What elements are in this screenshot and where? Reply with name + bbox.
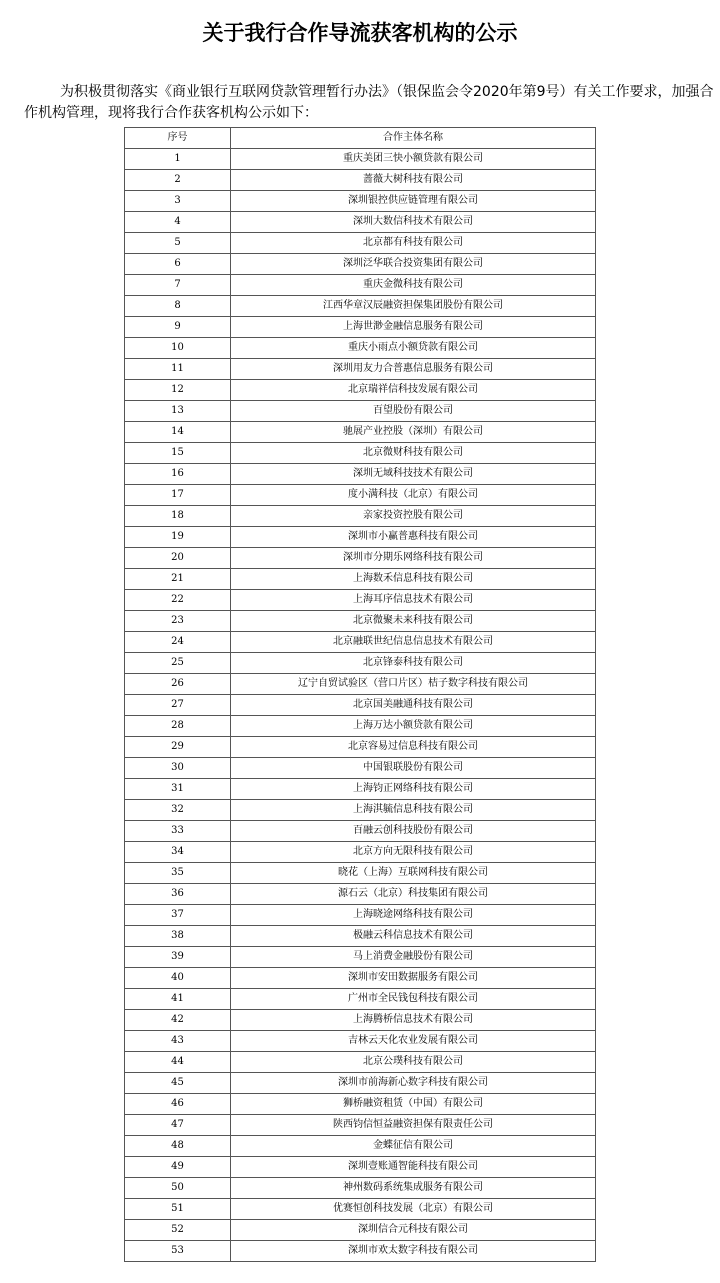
intro-paragraph: 为积极贯彻落实《商业银行互联网贷款管理暂行办法》（银保监会令2020年第9号）有关工作要求，加强合作机构管理，现将我行合作获客机构公示如下：	[24, 84, 714, 121]
row-index: 40	[125, 968, 231, 989]
table-row	[125, 1178, 596, 1199]
table-row	[125, 1073, 596, 1094]
table-row	[125, 359, 596, 380]
table-row	[125, 548, 596, 569]
table-row	[125, 296, 596, 317]
row-company-name: 上海耳序信息技术有限公司	[231, 590, 596, 611]
table-row	[125, 1115, 596, 1136]
row-index: 10	[125, 338, 231, 359]
table-row	[125, 464, 596, 485]
table-row	[125, 1157, 596, 1178]
table-row	[125, 380, 596, 401]
row-company-name: 百望股份有限公司	[231, 401, 596, 422]
row-company-name: 上海淇毓信息科技有限公司	[231, 800, 596, 821]
table-row	[125, 968, 596, 989]
row-company-name: 深圳银控供应链管理有限公司	[231, 191, 596, 212]
row-index: 8	[125, 296, 231, 317]
table-row	[125, 233, 596, 254]
table-row	[125, 737, 596, 758]
row-company-name: 吉林云天化农业发展有限公司	[231, 1031, 596, 1052]
row-company-name: 北京都有科技有限公司	[231, 233, 596, 254]
table-row	[125, 275, 596, 296]
row-index: 1	[125, 149, 231, 170]
table-row	[125, 149, 596, 170]
row-index: 28	[125, 716, 231, 737]
table-row	[125, 1241, 596, 1262]
row-index: 11	[125, 359, 231, 380]
table-header-row	[125, 128, 596, 149]
table-row	[125, 254, 596, 275]
row-company-name: 上海钧正网络科技有限公司	[231, 779, 596, 800]
row-company-name: 上海世渺金融信息服务有限公司	[231, 317, 596, 338]
row-company-name: 狮桥融资租赁（中国）有限公司	[231, 1094, 596, 1115]
table-row	[125, 569, 596, 590]
row-index: 18	[125, 506, 231, 527]
table-row	[125, 1199, 596, 1220]
row-company-name: 源石云（北京）科技集团有限公司	[231, 884, 596, 905]
row-index: 29	[125, 737, 231, 758]
row-index: 24	[125, 632, 231, 653]
row-company-name: 上海晓途网络科技有限公司	[231, 905, 596, 926]
table-row	[125, 842, 596, 863]
row-index: 2	[125, 170, 231, 191]
row-company-name: 深圳市小赢普惠科技有限公司	[231, 527, 596, 548]
row-index: 31	[125, 779, 231, 800]
row-company-name: 深圳市前海新心数字科技有限公司	[231, 1073, 596, 1094]
row-company-name: 上海腾桥信息技术有限公司	[231, 1010, 596, 1031]
row-index: 27	[125, 695, 231, 716]
table-row	[125, 170, 596, 191]
table-row	[125, 1031, 596, 1052]
row-index: 6	[125, 254, 231, 275]
row-index: 15	[125, 443, 231, 464]
row-company-name: 北京公璞科技有限公司	[231, 1052, 596, 1073]
row-company-name: 辽宁自贸试验区（营口片区）桔子数字科技有限公司	[231, 674, 596, 695]
page-title: 关于我行合作导流获客机构的公示	[202, 21, 518, 45]
row-company-name: 中国银联股份有限公司	[231, 758, 596, 779]
table-row	[125, 611, 596, 632]
row-company-name: 金蝶征信有限公司	[231, 1136, 596, 1157]
row-index: 51	[125, 1199, 231, 1220]
row-index: 19	[125, 527, 231, 548]
row-company-name: 江西华章汉辰融资担保集团股份有限公司	[231, 296, 596, 317]
row-index: 41	[125, 989, 231, 1010]
row-company-name: 深圳市分期乐网络科技有限公司	[231, 548, 596, 569]
row-index: 13	[125, 401, 231, 422]
table-row	[125, 443, 596, 464]
table-row	[125, 800, 596, 821]
table-row	[125, 1094, 596, 1115]
row-company-name: 上海万达小额贷款有限公司	[231, 716, 596, 737]
row-company-name: 深圳壹账通智能科技有限公司	[231, 1157, 596, 1178]
row-company-name: 马上消费金融股份有限公司	[231, 947, 596, 968]
row-company-name: 蔷薇大树科技有限公司	[231, 170, 596, 191]
row-company-name: 重庆金微科技有限公司	[231, 275, 596, 296]
row-index: 33	[125, 821, 231, 842]
row-company-name: 驰展产业控股（深圳）有限公司	[231, 422, 596, 443]
row-company-name: 重庆美团三快小额贷款有限公司	[231, 149, 596, 170]
row-index: 45	[125, 1073, 231, 1094]
table-row	[125, 317, 596, 338]
row-company-name: 陕西钧信恒益融资担保有限责任公司	[231, 1115, 596, 1136]
row-index: 36	[125, 884, 231, 905]
row-company-name: 北京国美融通科技有限公司	[231, 695, 596, 716]
table-row	[125, 758, 596, 779]
table-row	[125, 1052, 596, 1073]
row-index: 38	[125, 926, 231, 947]
row-company-name: 深圳信合元科技有限公司	[231, 1220, 596, 1241]
row-index: 30	[125, 758, 231, 779]
row-index: 26	[125, 674, 231, 695]
table-row	[125, 212, 596, 233]
row-index: 47	[125, 1115, 231, 1136]
partner-table	[124, 127, 596, 1262]
row-company-name: 晓花（上海）互联网科技有限公司	[231, 863, 596, 884]
row-index: 44	[125, 1052, 231, 1073]
table-row	[125, 674, 596, 695]
row-index: 3	[125, 191, 231, 212]
row-company-name: 深圳市欢太数字科技有限公司	[231, 1241, 596, 1262]
row-company-name: 北京微财科技有限公司	[231, 443, 596, 464]
table-row	[125, 716, 596, 737]
table-row	[125, 1136, 596, 1157]
row-company-name: 神州数码系统集成服务有限公司	[231, 1178, 596, 1199]
row-company-name: 深圳无域科技技术有限公司	[231, 464, 596, 485]
row-company-name: 广州市全民钱包科技有限公司	[231, 989, 596, 1010]
row-index: 34	[125, 842, 231, 863]
row-company-name: 深圳市安田数据服务有限公司	[231, 968, 596, 989]
table-row	[125, 905, 596, 926]
row-index: 52	[125, 1220, 231, 1241]
row-index: 9	[125, 317, 231, 338]
table-row	[125, 506, 596, 527]
row-index: 39	[125, 947, 231, 968]
row-index: 32	[125, 800, 231, 821]
row-index: 7	[125, 275, 231, 296]
row-index: 25	[125, 653, 231, 674]
row-index: 16	[125, 464, 231, 485]
row-index: 21	[125, 569, 231, 590]
row-index: 35	[125, 863, 231, 884]
row-company-name: 上海数禾信息科技有限公司	[231, 569, 596, 590]
table-row	[125, 884, 596, 905]
row-company-name: 北京融联世纪信息信息技术有限公司	[231, 632, 596, 653]
table-row	[125, 926, 596, 947]
row-company-name: 北京容易过信息科技有限公司	[231, 737, 596, 758]
row-company-name: 百融云创科技股份有限公司	[231, 821, 596, 842]
row-company-name: 北京锋泰科技有限公司	[231, 653, 596, 674]
row-index: 48	[125, 1136, 231, 1157]
table-row	[125, 821, 596, 842]
table-row	[125, 590, 596, 611]
row-company-name: 深圳大数信科技术有限公司	[231, 212, 596, 233]
row-index: 20	[125, 548, 231, 569]
table-row	[125, 191, 596, 212]
table-row	[125, 1010, 596, 1031]
row-index: 46	[125, 1094, 231, 1115]
table-row	[125, 632, 596, 653]
table-row	[125, 695, 596, 716]
row-company-name: 北京微聚未来科技有限公司	[231, 611, 596, 632]
row-company-name: 亲家投资控股有限公司	[231, 506, 596, 527]
row-index: 14	[125, 422, 231, 443]
row-company-name: 北京方向无限科技有限公司	[231, 842, 596, 863]
row-index: 53	[125, 1241, 231, 1262]
row-company-name: 北京瑞祥信科技发展有限公司	[231, 380, 596, 401]
row-company-name: 重庆小雨点小额贷款有限公司	[231, 338, 596, 359]
row-index: 12	[125, 380, 231, 401]
row-company-name: 优赛恒创科技发展（北京）有限公司	[231, 1199, 596, 1220]
row-index: 17	[125, 485, 231, 506]
table-row	[125, 1220, 596, 1241]
table-row	[125, 422, 596, 443]
row-index: 5	[125, 233, 231, 254]
row-company-name: 度小满科技（北京）有限公司	[231, 485, 596, 506]
table-row	[125, 863, 596, 884]
table-row	[125, 485, 596, 506]
table-row	[125, 527, 596, 548]
row-company-name: 深圳泛华联合投资集团有限公司	[231, 254, 596, 275]
row-index: 42	[125, 1010, 231, 1031]
table-row	[125, 779, 596, 800]
table-row	[125, 338, 596, 359]
row-index: 50	[125, 1178, 231, 1199]
row-index: 23	[125, 611, 231, 632]
table-row	[125, 947, 596, 968]
header-name: 合作主体名称	[231, 128, 596, 149]
table-row	[125, 653, 596, 674]
header-index: 序号	[125, 128, 231, 149]
row-index: 43	[125, 1031, 231, 1052]
row-company-name: 深圳用友力合普惠信息服务有限公司	[231, 359, 596, 380]
table-row	[125, 401, 596, 422]
row-company-name: 极融云科信息技术有限公司	[231, 926, 596, 947]
table-row	[125, 989, 596, 1010]
row-index: 22	[125, 590, 231, 611]
row-index: 4	[125, 212, 231, 233]
row-index: 37	[125, 905, 231, 926]
row-index: 49	[125, 1157, 231, 1178]
